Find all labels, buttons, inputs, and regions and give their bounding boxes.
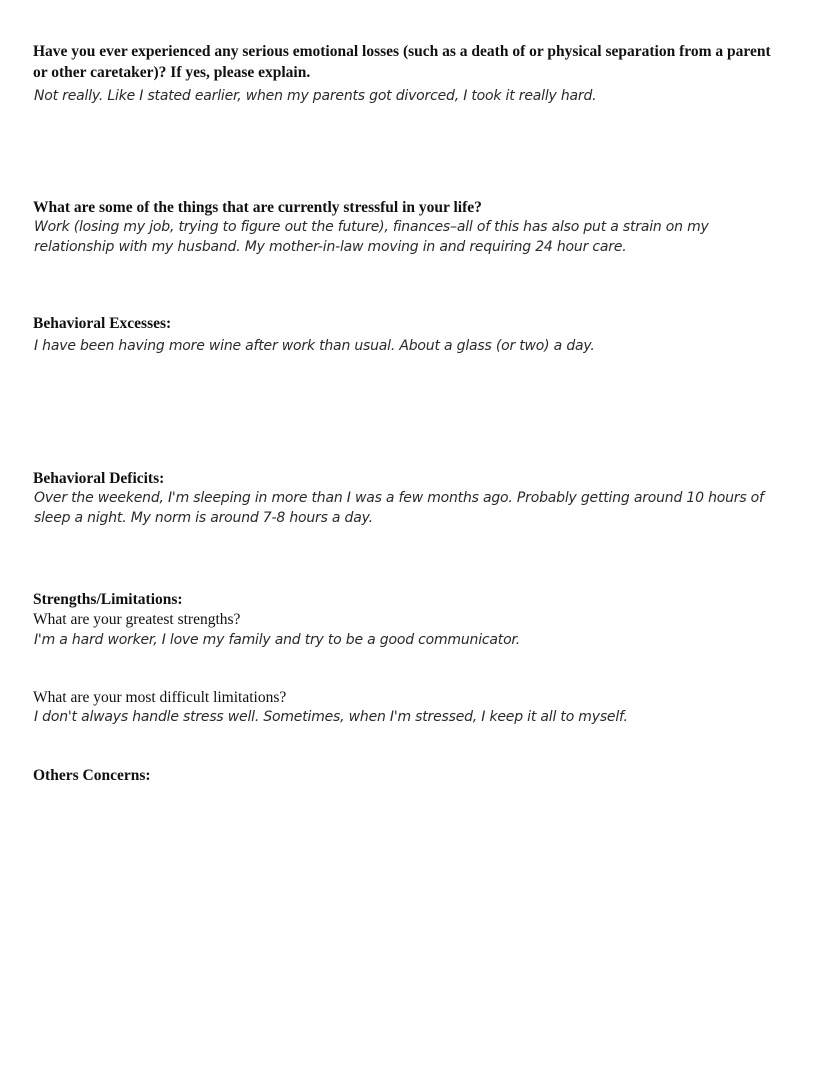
behavioral-deficits-answer: Over the weekend, I'm sleeping in more than I was a few months ago. Probably getting around 10 hours of sleep a night. My norm is around 7-8 hours a day. [34,490,764,526]
limitations-answer: I don't always handle stress well. Sometimes, when I'm stressed, I keep it all to myself. [34,709,628,725]
emotional-losses-question: Have you ever experienced any serious emotional losses (such as a death of or physical separation from a parent or other caretaker)? If yes, please explain. [33,43,771,81]
strengths-limitations-heading: Strengths/Limitations: [33,591,183,608]
behavioral-excesses-answer: I have been having more wine after work than usual. About a glass (or two) a day. [34,338,595,354]
emotional-losses-answer: Not really. Like I stated earlier, when my parents got divorced, I took it really hard. [34,88,597,104]
stressors-answer: Work (losing my job, trying to figure out the future), finances–all of this has also put a strain on my relationship with my husband. My mother-in-law moving in and requiring 24 hour care. [34,219,709,255]
strengths-answer: I'm a hard worker, I love my family and try to be a good communicator. [34,632,520,648]
behavioral-deficits-heading: Behavioral Deficits: [33,470,165,487]
behavioral-excesses-heading: Behavioral Excesses: [33,315,172,332]
stressors-question: What are some of the things that are currently stressful in your life? [33,199,482,216]
other-concerns-heading: Others Concerns: [33,767,151,784]
limitations-question: What are your most difficult limitations? [33,689,287,706]
strengths-question: What are your greatest strengths? [33,611,241,628]
